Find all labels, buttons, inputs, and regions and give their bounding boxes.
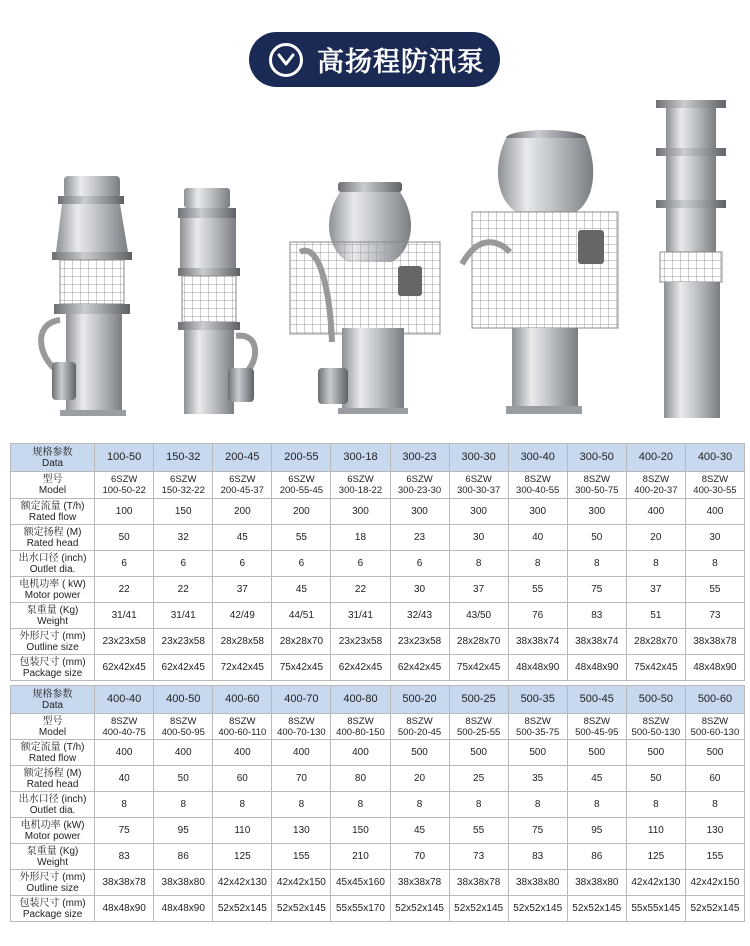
outlet-cell: 8 [567,551,626,577]
outline-cell: 38x38x78 [449,870,508,896]
model-cell: 6SZW 100-50-22 [95,472,154,499]
weight-cell: 210 [331,844,390,870]
head-cell: 23 [390,525,449,551]
weight-cell: 44/51 [272,603,331,629]
flow-cell: 300 [508,499,567,525]
weight-cell: 125 [213,844,272,870]
head-cell: 30 [449,525,508,551]
power-cell: 75 [508,818,567,844]
flow-cell: 400 [154,740,213,766]
row-label: 额定流量 (T/h) Rated flow [11,499,95,525]
package-cell: 52x52x145 [685,896,744,922]
weight-cell: 125 [626,844,685,870]
power-cell: 37 [449,577,508,603]
head-cell: 45 [213,525,272,551]
outline-cell: 42x42x130 [626,870,685,896]
spec-cell: 400-20 [626,444,685,472]
head-cell: 80 [331,766,390,792]
weight-cell: 83 [95,844,154,870]
package-cell: 52x52x145 [508,896,567,922]
power-cell: 45 [390,818,449,844]
power-cell: 95 [154,818,213,844]
pump-image-3 [290,182,440,414]
head-cell: 40 [95,766,154,792]
model-cell: 6SZW 300-23-30 [390,472,449,499]
power-cell: 37 [626,577,685,603]
pump-image-4 [462,130,618,414]
outline-cell: 38x38x74 [567,629,626,655]
outline-cell: 38x38x74 [508,629,567,655]
outlet-cell: 8 [508,792,567,818]
power-cell: 110 [213,818,272,844]
head-cell: 55 [272,525,331,551]
power-cell: 22 [154,577,213,603]
model-cell: 6SZW 200-45-37 [213,472,272,499]
pump-image-1 [41,176,132,416]
outline-cell: 38x38x80 [508,870,567,896]
model-cell: 8SZW 500-25-55 [449,714,508,740]
row-label: 额定扬程 (M) Rated head [11,766,95,792]
model-cell: 8SZW 500-20-45 [390,714,449,740]
row-label: 包装尺寸 (mm) Package size [11,655,95,681]
pump-image-2 [178,188,255,414]
spec-cell: 300-40 [508,444,567,472]
package-cell: 48x48x90 [567,655,626,681]
flow-cell: 100 [95,499,154,525]
flow-cell: 300 [449,499,508,525]
outlet-cell: 8 [685,792,744,818]
head-cell: 50 [626,766,685,792]
head-cell: 30 [685,525,744,551]
weight-cell: 86 [567,844,626,870]
flow-cell: 300 [390,499,449,525]
outline-cell: 38x38x78 [685,629,744,655]
outlet-cell: 6 [154,551,213,577]
model-cell: 8SZW 400-40-75 [95,714,154,740]
package-cell: 55x55x170 [331,896,390,922]
outline-cell: 45x45x160 [331,870,390,896]
row-label: 额定流量 (T/h) Rated flow [11,740,95,766]
outlet-cell: 6 [272,551,331,577]
model-cell: 8SZW 400-60-110 [213,714,272,740]
weight-cell: 83 [567,603,626,629]
weight-cell: 32/43 [390,603,449,629]
spec-cell: 150-32 [154,444,213,472]
flow-cell: 500 [567,740,626,766]
outlet-cell: 8 [567,792,626,818]
flow-cell: 500 [626,740,685,766]
power-cell: 130 [685,818,744,844]
package-cell: 48x48x90 [95,896,154,922]
power-cell: 55 [508,577,567,603]
package-cell: 48x48x90 [508,655,567,681]
outline-cell: 42x42x150 [685,870,744,896]
outlet-cell: 8 [508,551,567,577]
table-row [11,818,745,844]
spec-cell: 500-50 [626,686,685,714]
head-cell: 32 [154,525,213,551]
weight-cell: 76 [508,603,567,629]
row-label: 型号 Model [11,714,95,740]
chevron-down-circle-icon [269,43,303,77]
flow-cell: 400 [213,740,272,766]
model-cell: 8SZW 400-70-130 [272,714,331,740]
model-cell: 8SZW 300-40-55 [508,472,567,499]
head-cell: 60 [213,766,272,792]
outlet-cell: 8 [390,792,449,818]
section-header [249,32,500,87]
outline-cell: 38x38x80 [567,870,626,896]
model-cell: 8SZW 400-20-37 [626,472,685,499]
table-row [11,714,745,740]
package-cell: 62x42x45 [331,655,390,681]
head-cell: 18 [331,525,390,551]
head-cell: 45 [567,766,626,792]
weight-cell: 43/50 [449,603,508,629]
head-cell: 35 [508,766,567,792]
row-label: 型号 Model [11,472,95,499]
model-cell: 8SZW 500-60-130 [685,714,744,740]
table-row [11,740,745,766]
row-label: 泵重量 (Kg) Weight [11,603,95,629]
head-cell: 40 [508,525,567,551]
power-cell: 150 [331,818,390,844]
table-row [11,629,745,655]
table-row [11,577,745,603]
outline-cell: 42x42x150 [272,870,331,896]
table-row [11,551,745,577]
head-cell: 70 [272,766,331,792]
flow-cell: 500 [390,740,449,766]
flow-cell: 400 [272,740,331,766]
spec-cell: 500-25 [449,686,508,714]
outlet-cell: 8 [272,792,331,818]
outline-cell: 28x28x58 [213,629,272,655]
model-cell: 6SZW 300-18-22 [331,472,390,499]
spec-cell: 400-70 [272,686,331,714]
weight-cell: 42/49 [213,603,272,629]
outlet-cell: 8 [154,792,213,818]
spec-cell: 200-45 [213,444,272,472]
flow-cell: 500 [685,740,744,766]
package-cell: 75x42x45 [272,655,331,681]
flow-cell: 300 [331,499,390,525]
outlet-cell: 8 [449,551,508,577]
row-label: 规格参数 Data [11,444,95,472]
outline-cell: 28x28x70 [449,629,508,655]
package-cell: 48x48x90 [685,655,744,681]
table-row [11,444,745,472]
package-cell: 52x52x145 [272,896,331,922]
table-row [11,525,745,551]
outlet-cell: 8 [449,792,508,818]
spec-cell: 300-50 [567,444,626,472]
spec-cell: 400-60 [213,686,272,714]
outline-cell: 23x23x58 [390,629,449,655]
spec-cell: 400-30 [685,444,744,472]
model-cell: 6SZW 300-30-37 [449,472,508,499]
table-row [11,844,745,870]
model-cell: 6SZW 150-32-22 [154,472,213,499]
power-cell: 37 [213,577,272,603]
spec-cell: 400-40 [95,686,154,714]
weight-cell: 155 [685,844,744,870]
table-row [11,896,745,922]
row-label: 出水口径 (inch) Outlet dia. [11,792,95,818]
package-cell: 62x42x45 [390,655,449,681]
package-cell: 52x52x145 [390,896,449,922]
outlet-cell: 6 [95,551,154,577]
head-cell: 60 [685,766,744,792]
head-cell: 20 [626,525,685,551]
outlet-cell: 6 [390,551,449,577]
package-cell: 48x48x90 [154,896,213,922]
row-label: 电机功率 (kW) Motor power [11,818,95,844]
outline-cell: 23x23x58 [331,629,390,655]
package-cell: 75x42x45 [449,655,508,681]
row-label: 泵重量 (Kg) Weight [11,844,95,870]
spec-cell: 500-35 [508,686,567,714]
flow-cell: 200 [272,499,331,525]
power-cell: 75 [95,818,154,844]
row-label: 包装尺寸 (mm) Package size [11,896,95,922]
table-row [11,686,745,714]
row-label: 外形尺寸 (mm) Outline size [11,870,95,896]
power-cell: 110 [626,818,685,844]
weight-cell: 51 [626,603,685,629]
model-cell: 8SZW 500-50-130 [626,714,685,740]
package-cell: 52x52x145 [449,896,508,922]
weight-cell: 73 [685,603,744,629]
model-cell: 6SZW 200-55-45 [272,472,331,499]
weight-cell: 31/41 [154,603,213,629]
outline-cell: 38x38x80 [154,870,213,896]
spec-cell: 100-50 [95,444,154,472]
spec-cell: 500-60 [685,686,744,714]
weight-cell: 73 [449,844,508,870]
spec-cell: 500-45 [567,686,626,714]
weight-cell: 70 [390,844,449,870]
head-cell: 25 [449,766,508,792]
weight-cell: 86 [154,844,213,870]
flow-cell: 500 [508,740,567,766]
row-label: 规格参数 Data [11,686,95,714]
spec-cell: 500-20 [390,686,449,714]
spec-cell: 400-80 [331,686,390,714]
table-row [11,655,745,681]
spec-table-2 [10,685,745,922]
outlet-cell: 8 [331,792,390,818]
spec-cell: 300-23 [390,444,449,472]
outlet-cell: 8 [213,792,272,818]
weight-cell: 83 [508,844,567,870]
power-cell: 95 [567,818,626,844]
model-cell: 8SZW 500-35-75 [508,714,567,740]
table-row [11,792,745,818]
weight-cell: 31/41 [95,603,154,629]
outline-cell: 38x38x78 [95,870,154,896]
power-cell: 45 [272,577,331,603]
package-cell: 62x42x45 [95,655,154,681]
outline-cell: 28x28x70 [626,629,685,655]
outline-cell: 38x38x78 [390,870,449,896]
head-cell: 50 [154,766,213,792]
weight-cell: 155 [272,844,331,870]
package-cell: 62x42x45 [154,655,213,681]
model-cell: 8SZW 400-30-55 [685,472,744,499]
spec-cell: 300-18 [331,444,390,472]
table-row [11,766,745,792]
package-cell: 55x55x145 [626,896,685,922]
outlet-cell: 6 [331,551,390,577]
power-cell: 22 [95,577,154,603]
spec-table-1 [10,443,745,681]
outlet-cell: 8 [685,551,744,577]
pump-product-images [0,92,750,432]
table-row [11,472,745,499]
spec-cell: 400-50 [154,686,213,714]
table-row [11,603,745,629]
package-cell: 52x52x145 [567,896,626,922]
power-cell: 30 [390,577,449,603]
power-cell: 55 [685,577,744,603]
head-cell: 50 [567,525,626,551]
power-cell: 55 [449,818,508,844]
row-label: 额定扬程 (M) Rated head [11,525,95,551]
spec-cell: 200-55 [272,444,331,472]
outline-cell: 28x28x70 [272,629,331,655]
head-cell: 20 [390,766,449,792]
model-cell: 8SZW 400-80-150 [331,714,390,740]
flow-cell: 300 [567,499,626,525]
package-cell: 72x42x45 [213,655,272,681]
flow-cell: 400 [626,499,685,525]
flow-cell: 400 [331,740,390,766]
outlet-cell: 6 [213,551,272,577]
flow-cell: 400 [95,740,154,766]
model-cell: 8SZW 400-50-95 [154,714,213,740]
power-cell: 130 [272,818,331,844]
outline-cell: 23x23x58 [154,629,213,655]
row-label: 电机功率 ( kW) Motor power [11,577,95,603]
table-row [11,499,745,525]
package-cell: 52x52x145 [213,896,272,922]
model-cell: 8SZW 300-50-75 [567,472,626,499]
outlet-cell: 8 [626,792,685,818]
row-label: 出水口径 (inch) Outlet dia. [11,551,95,577]
power-cell: 22 [331,577,390,603]
outline-cell: 23x23x58 [95,629,154,655]
head-cell: 50 [95,525,154,551]
flow-cell: 400 [685,499,744,525]
table-row [11,870,745,896]
outlet-cell: 8 [95,792,154,818]
model-cell: 8SZW 500-45-95 [567,714,626,740]
section-title: 高扬程防汛泵 [317,47,485,78]
row-label: 外形尺寸 (mm) Outline size [11,629,95,655]
outline-cell: 42x42x130 [213,870,272,896]
flow-cell: 150 [154,499,213,525]
spec-cell: 300-30 [449,444,508,472]
flow-cell: 200 [213,499,272,525]
flow-cell: 500 [449,740,508,766]
weight-cell: 31/41 [331,603,390,629]
pump-image-5 [656,100,726,418]
power-cell: 75 [567,577,626,603]
outlet-cell: 8 [626,551,685,577]
package-cell: 75x42x45 [626,655,685,681]
